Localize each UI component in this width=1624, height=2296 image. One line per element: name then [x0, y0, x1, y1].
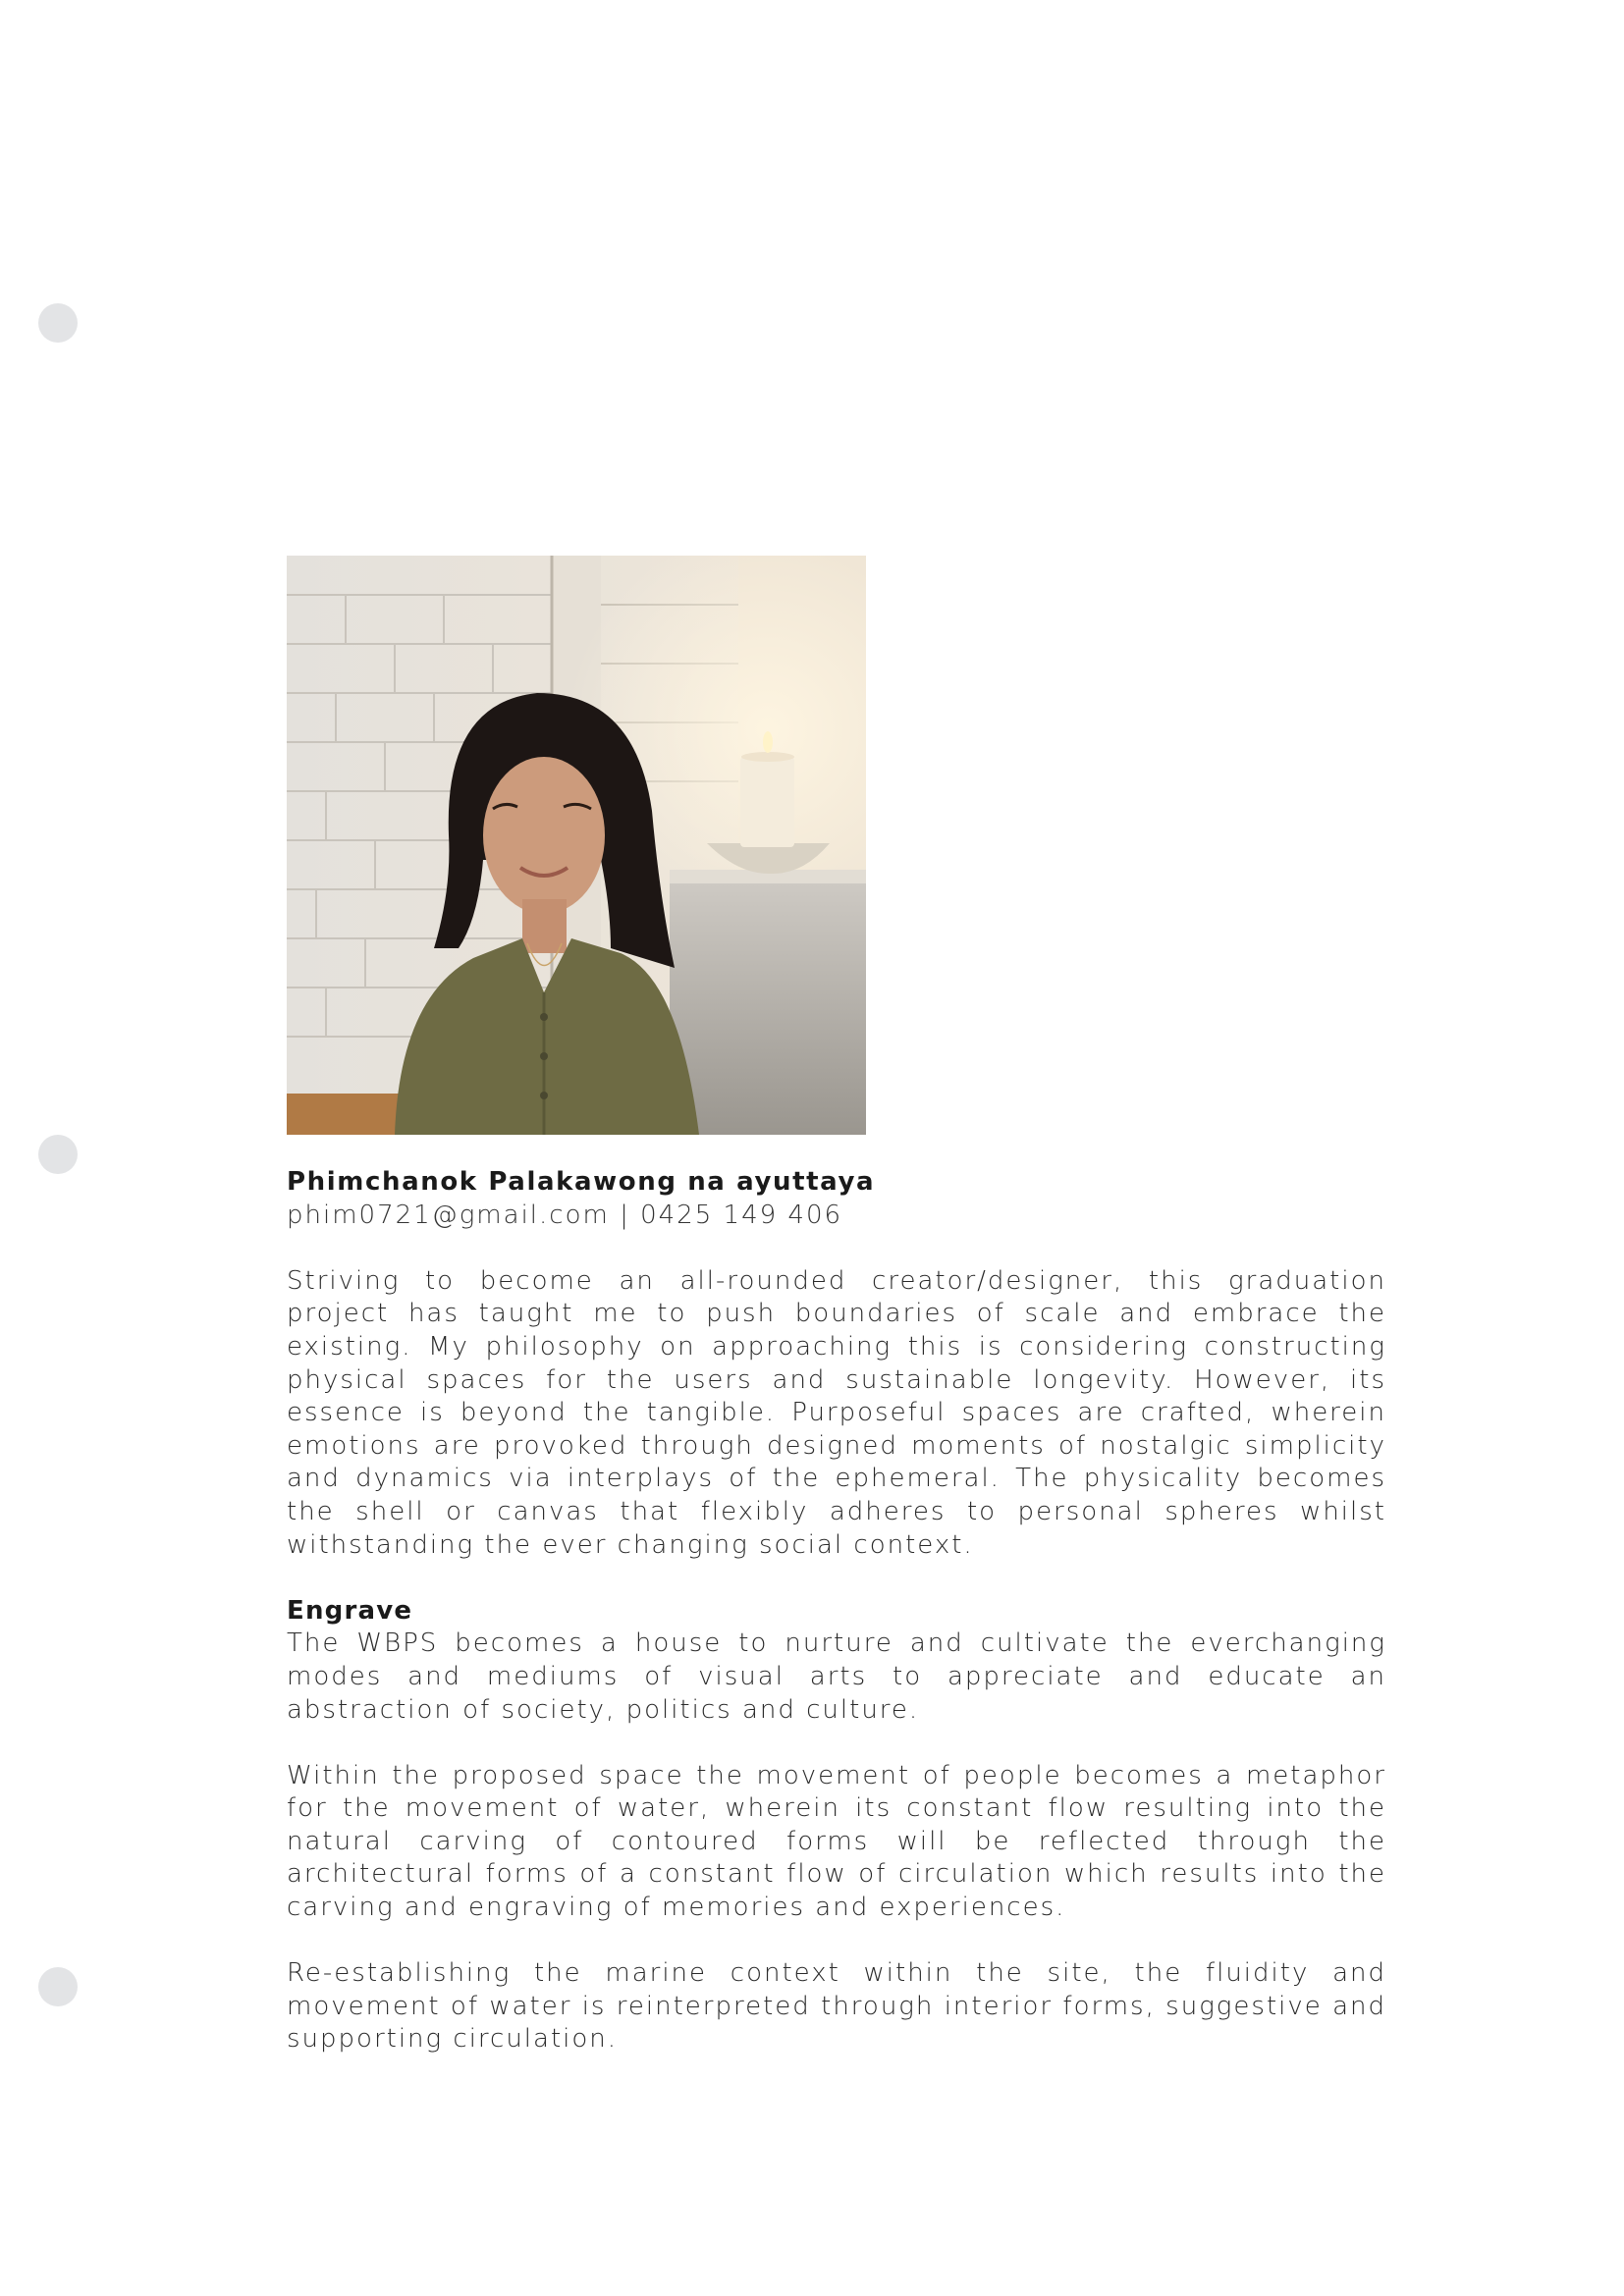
project-paragraph-1: The WBPS becomes a house to nurture and cultivate the everchanging modes and mediums of visual arts to appreciate and educate an abstraction of society, politics and culture.: [287, 1629, 1386, 1725]
project-title: Engrave: [287, 1595, 413, 1626]
profile-contact: phim0721@gmail.com | 0425 149 406: [287, 1200, 843, 1230]
project-paragraph-2: Within the proposed space the movement of people becomes a metaphor for the movement of water, wherein its constant flow resulting into the natural carving of contoured forms will be reflected through the architectural forms of a constant flow of circulation which results into the carving and engraving of memories and experiences.: [287, 1760, 1386, 1923]
portrait-photo: [287, 556, 866, 1135]
profile-name: Phimchanok Palakawong na ayuttaya: [287, 1167, 876, 1197]
project-paragraph-3: Re-establishing the marine context within the site, the fluidity and movement of water is reinterpreted through interior forms, suggestive and supporting circulation.: [287, 1958, 1386, 2055]
binder-hole-bottom: [38, 1967, 78, 2006]
profile-text: [287, 1166, 1386, 2056]
binder-hole-middle: [38, 1135, 78, 1174]
bio-paragraph: Striving to become an all-rounded creator/designer, this graduation project has taught me to push boundaries of scale and embrace the existing. My philosophy on approaching this is considering constructing physical spaces for the users and sustainable longevity. However, its essence is beyond the tangible. Purposeful spaces are crafted, wherein emotions are provoked through designed moments of nostalgic simplicity and dynamics via interplays of the ephemeral. The physicality becomes the shell or canvas that flexibly adheres to personal spheres whilst withstanding the ever changing social context.: [287, 1265, 1386, 1560]
binder-hole-top: [38, 303, 78, 343]
